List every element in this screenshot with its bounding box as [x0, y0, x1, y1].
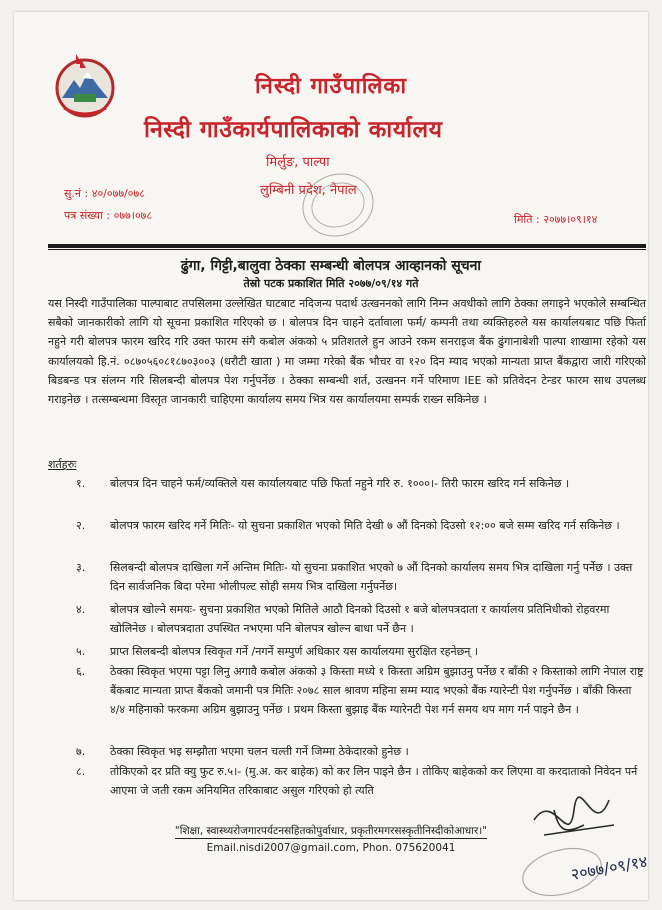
letterhead-location: मिर्लुङ, पाल्पा	[266, 155, 330, 170]
condition-number: ८.	[76, 765, 86, 778]
letterhead-title-office: निस्दी गाउँकार्यपालिकाको कार्यालय	[144, 117, 443, 143]
notice-heading: ढुंगा, गिट्टी,बालुवा ठेक्का सम्बन्धी बोलपत्र आव्हानको सूचना	[180, 258, 482, 274]
condition-number: ७.	[76, 745, 86, 758]
conditions-label: शर्तहरुः	[48, 458, 77, 471]
condition-item	[76, 474, 646, 493]
condition-item	[76, 662, 646, 719]
condition-text: तोकिएको दर प्रति क्यु फुट रु.५।- (मु.अ. कर बाहेक) को कर लिन पाइने छैन । तोकिए बाहेकको कर लिएमा वा करदाताको निवेदन पर्न आएमा जे जती रकम अनियमित तरिकाबाट असुल गरिएको हो त्यति	[110, 765, 638, 797]
header-divider	[48, 244, 646, 248]
condition-item	[76, 742, 646, 761]
signature-icon	[514, 780, 649, 900]
condition-text: प्राप्त सिलबन्दी बोलपत्र स्विकृत गर्ने /नगर्ने सम्पुर्ण अधिकार यस कार्यालयमा सुरक्षित रहनेछन् ।	[110, 645, 479, 658]
notice-page	[14, 12, 648, 900]
notice-body: यस निस्दी गाउँपालिका पाल्पाबाट तपसिलमा उल्लेखित घाटबाट नदिजन्य पदार्थ उत्खननको लागि निम्न अवधीको लागि ठेक्का लगाइने भएकोले सम्बन्धित सबैको जानकारीको लागि यो सूचना प्रकाशित गरिएको छ । बोलपत्र दिन चाहने दर्तावाला फर्म/ कम्पनी तथा व्यक्तिहरुले यस कार्यालयबाट पछि फिर्ता नहुने गरी बोलपत्र फारम खरिद गरि उक्त फारम संगै कबोल अंकको ५ प्रतिशतले हुन आउने रकम सनराइज बैंक ढुंगानाबेशी पाल्पा शाखामा रहेको यस कार्यालयको हि.नं. ०८७०५६०८१८७०३००३ (धरौटी खाता ) मा जम्मा गरेको बैंक भौचर वा १२० दिन म्याद भएको मान्यता प्राप्त बैंकद्वारा जारी गरिएको बिडबन्ड पत्र संलग्न गरि सिलबन्दी बोलपत्र पेश गर्नुपर्नेछ । ठेक्का सम्बन्धी शर्त, उत्खनन गर्ने परिमाण IEE को प्रतिवेदन टेन्डर फारम साथ उपलब्ध गराइनेछ । तत्सम्बन्धमा विस्तृत जानकारी चाहिएमा कार्यालय समय भित्र यस कार्यालयमा सम्पर्क राख्न सकिनेछ ।	[48, 297, 646, 407]
header-divider-thin	[48, 249, 646, 250]
office-stamp-icon	[294, 164, 382, 245]
fiscal-year-ref: सु.नं : ४०/०७७/०७८	[64, 187, 145, 200]
footer-contact: Email.nisdi2007@gmail.com, Phon. 075620041	[206, 842, 456, 854]
condition-number: १.	[76, 477, 86, 490]
condition-text: ठेक्का स्विकृत भइ सम्झौता भएमा चलन चल्ती गर्ने जिम्मा ठेकेदारको हुनेछ ।	[110, 745, 409, 758]
letterhead-title-municipality: निस्दी गाउँपालिका	[254, 74, 408, 99]
condition-item	[76, 558, 646, 596]
condition-number: ३.	[76, 561, 86, 574]
letter-number-ref: पत्र संख्या : ०७७।०७८	[64, 209, 153, 222]
condition-number: २.	[76, 519, 86, 532]
condition-number: ६.	[76, 665, 86, 678]
condition-text: बोलपत्र खोल्ने समयः- सुचना प्रकाशित भएको मितिले आठौ दिनको दिउसो १ बजे बोलपत्रदाता र कार्यालय प्रतिनिधीको रोहवरमा खोलिनेछ । बोलपत्रदाता उपस्थित नभएमा पनि बोलपत्र खोल्न बाधा पर्ने छैन ।	[110, 603, 610, 635]
condition-text: ठेक्का स्विकृत भएमा पट्टा लिनु अगावै कबोल अंकको ३ किस्ता मध्ये १ किस्ता अग्रिम बुझाउनु पर्नेछ र बाँकी २ किस्ताको लागि नेपाल राष्ट्र बैंकबाट मान्यता प्राप्त बैंकको जमानी पत्र मितिः २०७८ साल श्रावण महिना सम्म म्याद भएको बैंक ग्यारेन्टी पेश गर्नुपर्नेछ । बाँकी किस्ता ४/४ महिनाको फरकमा अग्रिम बुझाउनु पर्नेछ । प्रथम किस्ता बुझाइ बैंक ग्यारेनटी पेश गर्न समय थप माग गर्न पाइने छैन ।	[110, 665, 644, 716]
condition-text: सिलबन्दी बोलपत्र दाखिला गर्ने अन्तिम मितिः- यो सुचना प्रकाशित भएको ७ औं दिनको कार्यालय समय भित्र दाखिला गर्नु पर्नेछ । उक्त दिन सार्वजनिक बिदा परेमा भोलीपल्ट सोही समय भित्र दाखिला गर्नुपर्नेछ।	[110, 561, 633, 593]
notice-subheading: तेस्रो पटक प्रकाशित मिति २०७७/०९/१४ गते	[243, 277, 419, 290]
letterhead-province: लुम्बिनी प्रदेश, नेपाल	[260, 183, 357, 198]
condition-item	[76, 642, 646, 661]
condition-text: बोलपत्र फारम खरिद गर्ने मितिः- यो सुचना प्रकाशित भएको मिति देखी ७ औं दिनको दिउसो १२:०० बजे सम्म खरिद गर्न सकिनेछ ।	[110, 519, 620, 532]
footer-motto-text: "शिक्षा, स्वास्थ्यरोजगारपर्यटनसहितकोपुर्वाधार, प्रकृतीरमगरसस्कृतीनिस्दीकोआधार।"	[174, 825, 488, 837]
condition-number: ५.	[76, 645, 86, 658]
signature-date: २०७७/०९/१४	[569, 851, 649, 884]
condition-item	[76, 600, 646, 638]
condition-text: बोलपत्र दिन चाहने फर्म/व्यक्तिले यस कार्यालयबाट पछि फिर्ता नहुने गरि रु. १०००।- तिरी फारम खरिद गर्न सकिनेछ ।	[110, 477, 570, 490]
condition-number: ४.	[76, 603, 86, 616]
condition-item	[76, 516, 646, 535]
letter-date: मिति : २०७७।०९।१४	[514, 213, 598, 226]
